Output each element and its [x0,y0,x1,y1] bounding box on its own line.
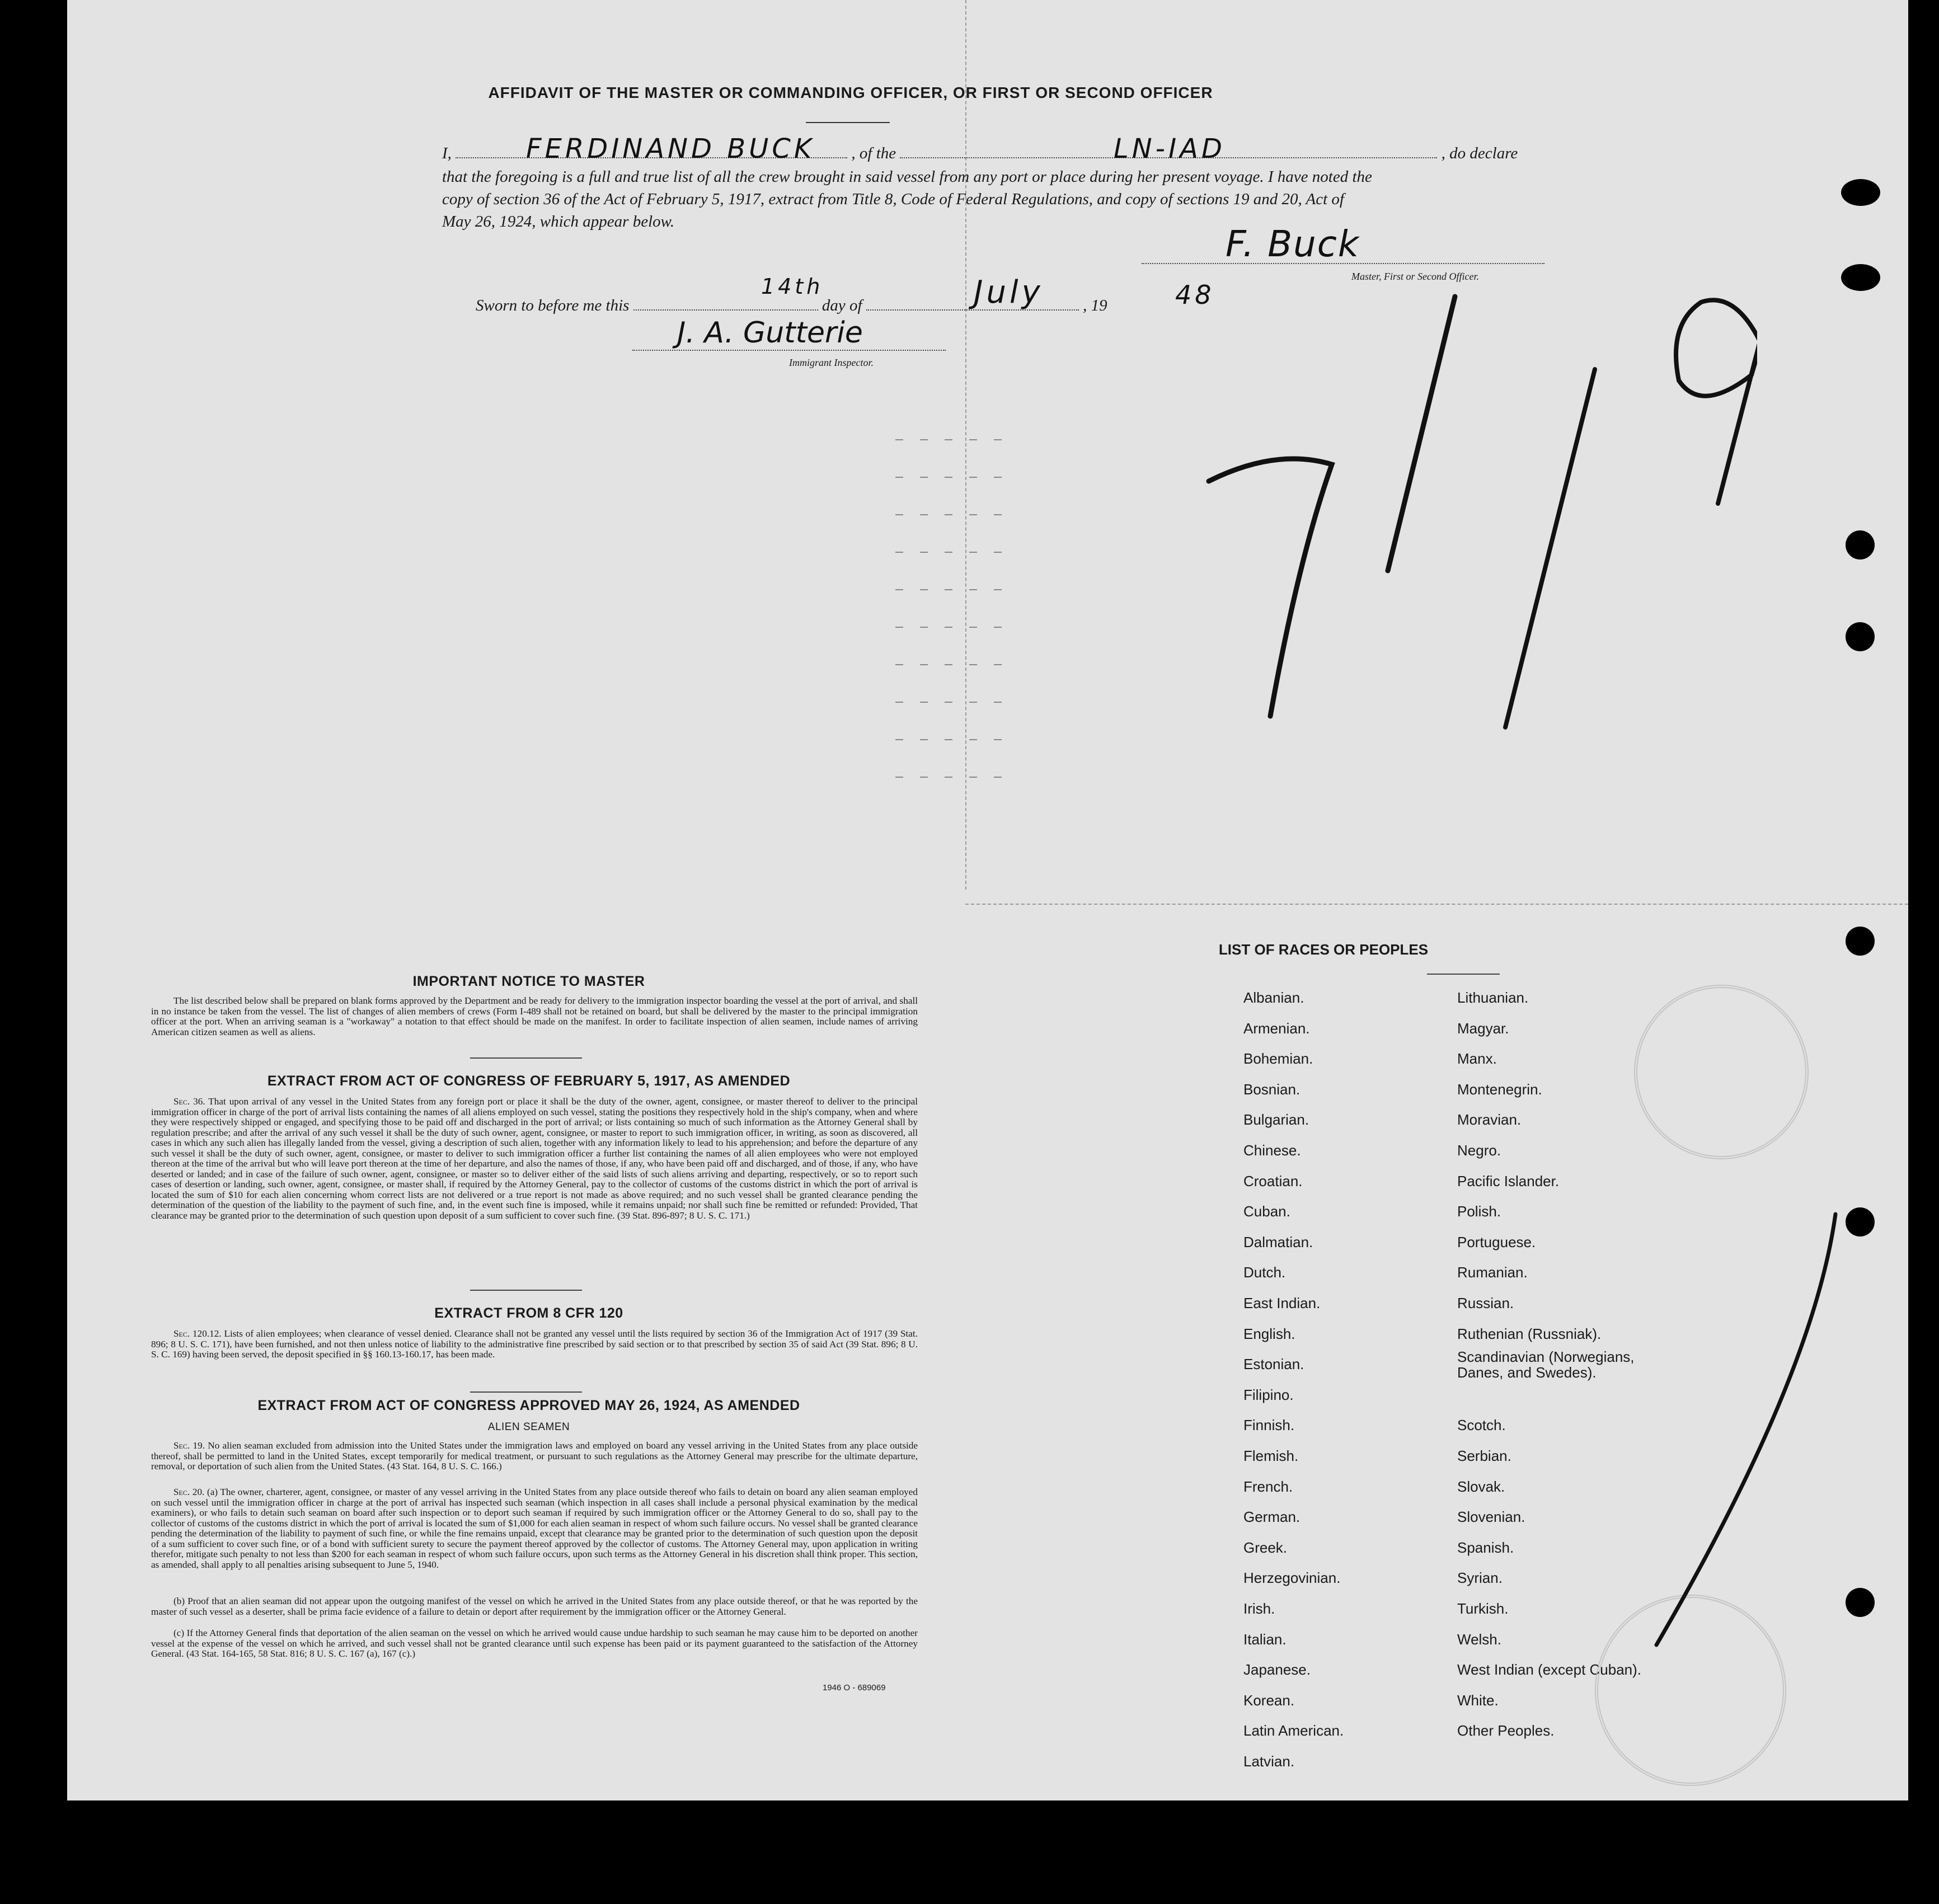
race-item: Serbian. [1457,1447,1511,1464]
column-tick [969,777,977,778]
race-item: Dutch. [1243,1264,1286,1281]
column-tick [994,439,1002,440]
column-tick [945,739,952,740]
column-tick [920,552,928,553]
do-declare-label: , do declare [1441,144,1518,162]
column-tick [994,477,1002,478]
race-item: German. [1243,1508,1301,1526]
race-item: Scandinavian (Norwegians, Danes, and Swedes). [1457,1348,1635,1381]
print-code: 1946 O - 689069 [823,1683,886,1693]
sec20c-text: (c) If the Attorney General finds that deportation of the alien seaman on the vessel on which he arrived would cause undue hardship to such seaman he may cause him to be deported on another vessel at the expense of the vessel on which he arrived, and such vessel shall not be granted clearance until such expense has been paid or its payment guaranteed to the satisfaction of the Attorney General. (43 Stat. 164-165, 58 Stat. 816; 8 U. S. C. 167 (a), 167 (c).) [151,1628,918,1659]
column-tick [920,439,928,440]
column-tick [994,702,1002,703]
race-item: Chinese. [1243,1142,1301,1159]
sec120-label: Sec. 120.12. [173,1328,222,1339]
column-tick [945,702,952,703]
column-tick [920,664,928,665]
punch-hole [1846,622,1875,651]
handwritten-stroke [1645,1209,1847,1656]
extract-1917-text [151,1097,918,1221]
race-item: Lithuanian. [1457,989,1529,1006]
race-item: Flemish. [1243,1447,1299,1464]
notice-heading: IMPORTANT NOTICE TO MASTER [412,974,645,989]
punch-hole [1841,264,1880,291]
race-item: Syrian. [1457,1569,1503,1587]
column-tick [945,627,952,628]
sec36-text: That upon arrival of any vessel in the United States from any foreign port or place it shall be the duty of the owner, agent, consignee, or master thereof to deliver to the principal immigration officer in charge of the port of arrival lists containing the names of all aliens employed on such vessel, stating the positions they respectively hold in the ship's company, when and where they were respectively shipped or engaged, and specifying those to be paid off and discharged in the port of arrival; or lists containing so much of such information as the Attorney General shall by regulation prescribe; and after the arrival of any such vessel it shall be the duty of such owner, agent, consignee, or master to report to such immigration officer, in writing, as soon as discovered, all cases in which any such alien has illegally landed from the vessel, giving a description of such alien, together with any information likely to lead to his apprehension; and before the departure of any such vessel it shall be the duty of such owner, agent, consignee, or master to deliver to such immigration officer a further list containing the names of all alien employees who were not employed thereon at the time of the arrival but who will leave port thereon at the time of her departure, and also the names of those, if any, who have been paid off and discharged, and of those, if any, who have deserted or landed; and in case of the failure of such owner, agent, consignee, or master so to deliver either of the said lists of such aliens arriving and departing, respectively, or so to report such cases of desertion or landing, such owner, agent, consignee, or master shall, if required by the Attorney General, pay to the collector of customs of the customs district in which the port of arrival is located the sum of $10 for each alien concerning whom correct lists are not delivered or a true report is not made as above required; and no such vessel shall be granted clearance pending the determination of the question of the liability to the payment of such fine, and, in the event such fine is imposed, while it remains unpaid; nor shall such fine be remitted or refunded: Provided, That clearance may be granted prior to the determination of such question upon deposit of a sum sufficient to cover such fine. (39 Stat. 896-897; 8 U. S. C. 171.) [151,1096,918,1221]
sec19-text [151,1441,918,1472]
race-item: Estonian. [1243,1356,1304,1373]
races-rule [1427,974,1500,975]
column-tick [920,514,928,515]
extract-1924-heading: EXTRACT FROM ACT OF CONGRESS APPROVED MAY 26, 1924, AS AMENDED [257,1398,800,1413]
race-item: Croatian. [1243,1172,1303,1190]
sec20a-body: (a) The owner, charterer, agent, consignee, or master of any vessel arriving in the United States from any place outside thereof who fails to detain on board any alien seaman employed on such vessel until the immigration officer in charge at the port of arrival has inspected such seaman (which inspection in all cases shall include a personal physical examination by the medical examiners), or who fails to detain such seaman on board after such inspection or to deport such seaman if required by such immigration officer or the Attorney General to do so, shall pay to the collector of customs of the customs district in which the port of arrival is located the sum of $1,000 for each alien seaman in respect of whom such failure occurs. No vessel shall be granted clearance pending the determination of the liability to payment of such fine, or while the fine remains unpaid, except that clearance may be granted prior to the determination of such question upon the deposit of a sum sufficient to cover such fine, or of a bond with sufficient surety to secure the payment thereof approved by the collector of customs. The Attorney General may, upon application in writing therefor, mitigate such penalty to not less than $200 for each seaman in respect of whom such failure occurs, upon such terms as the Attorney General in his discretion shall think proper. This section, as amended, shall apply to all penalties arising subsequent to June 5, 1940. [151,1487,918,1570]
sec19-label: Sec. 19. [173,1440,205,1451]
race-item: Latin American. [1243,1722,1344,1740]
fold-line-horizontal [965,904,1908,905]
column-tick [895,664,903,665]
column-tick [920,702,928,703]
year-prefix: , 19 [1083,297,1107,314]
column-tick [994,589,1002,590]
alien-seamen-subheading: ALIEN SEAMEN [487,1421,570,1433]
sworn-year-handwritten: 48 [1175,280,1215,310]
master-signature: F. Buck [1226,224,1360,265]
sec20b-text: (b) Proof that an alien seaman did not appear upon the outgoing manifest of the vessel on which he arrived in the United States from any place outside thereof, or that he was reported by the master of such vessel as a deserter, shall be prima facie evidence of a failure to detain or deport after requirement by the immigration officer or the Attorney General. [151,1596,918,1617]
race-item: Rumanian. [1457,1264,1528,1281]
race-item: Irish. [1243,1600,1275,1617]
month-blank [866,309,1079,311]
race-item: Moravian. [1457,1111,1522,1129]
title-rule [806,122,890,123]
race-item: Italian. [1243,1630,1287,1648]
extract-1917-rule [470,1290,582,1291]
race-item: East Indian. [1243,1295,1321,1311]
inspector-signature-line [632,350,946,351]
column-tick [895,702,903,703]
column-tick [969,702,977,703]
column-tick [895,777,903,778]
column-tick [920,627,928,628]
declaration-line-2: that the foregoing is a full and true list of all the crew brought in said vessel from any port or place during her present voyage. I have noted the [442,168,1372,186]
race-item: Russian. [1457,1295,1514,1311]
race-item: Dalmatian. [1243,1233,1313,1250]
column-tick [994,777,1002,778]
race-item: Magyar. [1457,1019,1509,1037]
race-item: Bosnian. [1243,1080,1301,1098]
races-heading: LIST OF RACES OR PEOPLES [1218,941,1429,958]
day-blank [633,309,818,311]
column-tick [895,589,903,590]
column-tick [920,777,928,778]
race-item: Greek. [1243,1539,1288,1556]
race-item: Finnish. [1243,1417,1295,1434]
column-tick [895,477,903,478]
race-item: Slovak. [1457,1478,1505,1495]
document-sheet [67,0,1908,1800]
master-name-handwritten: FERDINAND BUCK [526,133,815,164]
extract-cfr-text [151,1329,918,1360]
sec120-text: Lists of alien employees; when clearance of vessel denied. Clearance shall not be granted any vessel until the lists required by section 36 of the Immigration Act of 1917 (39 Stat. 896; 8 U. S. C. 171), have been furnished, and not then unless notice of liability to the administrative fine prescribed by said section or to that prescribed by section 35 of said Act (39 Stat. 896; 8 U. S. C. 169) having been served, the deposit specified in §§ 160.13-160.17, has been made. [151,1328,918,1360]
inspector-caption: Immigrant Inspector. [789,357,874,368]
race-item: Portuguese. [1457,1233,1536,1250]
race-item: Pacific Islander. [1457,1172,1560,1190]
column-tick [920,589,928,590]
column-tick [969,589,977,590]
race-item: Slovenian. [1457,1508,1525,1526]
punch-hole [1846,530,1875,560]
of-the-label: , of the [851,144,896,162]
race-item: Cuban. [1243,1203,1290,1220]
fold-line-vertical [965,0,966,890]
inspector-signature: J. A. Gutterie [677,316,863,350]
race-item: Latvian. [1243,1753,1295,1770]
handwritten-number-7-19 [1198,280,1757,783]
column-tick [895,514,903,515]
column-tick [945,477,952,478]
column-tick [895,627,903,628]
race-item: Armenian. [1243,1019,1310,1037]
sec20-label: Sec. 20. [173,1487,205,1497]
punch-hole [1841,179,1880,206]
notice-text: The list described below shall be prepared on blank forms approved by the Department and be ready for delivery to the immigration inspector boarding the vessel at the port of arrival, and shall in no instance be taken from the vessel. The list of changes of alien members of crews (Form I-489 shall not be retained on board, but shall be delivered by the master to the principal immigration officer at the port. When an arriving seaman is a "workaway" a notation to that effect should be made on the manifest. In order to facilitate inspection of alien seamen, include names of arriving American citizen seamen as well as aliens. [151,995,918,1037]
race-item: Manx. [1457,1050,1497,1068]
vessel-name-handwritten: LN-IAD [1114,133,1226,164]
race-item: West Indian (except Cuban). [1457,1661,1642,1679]
race-item: Scotch. [1457,1417,1506,1434]
race-item: Turkish. [1457,1600,1509,1617]
column-tick [945,664,952,665]
column-tick [994,627,1002,628]
race-item: Albanian. [1243,989,1304,1006]
declaration-line-3: copy of section 36 of the Act of February 5, 1917, extract from Title 8, Code of Federal Regulations, and copy of sections 19 and 20, Act of [442,190,1344,208]
column-tick [895,439,903,440]
column-tick [920,739,928,740]
race-item: Bulgarian. [1243,1111,1309,1129]
extract-1917-heading: EXTRACT FROM ACT OF CONGRESS OF FEBRUARY 5, 1917, AS AMENDED [267,1073,791,1089]
race-item: Japanese. [1243,1661,1311,1679]
column-tick [994,552,1002,553]
affidavit-title: AFFIDAVIT OF THE MASTER OR COMMANDING OFFICER, OR FIRST OR SECOND OFFICER [488,84,1213,101]
declaration-line-4: May 26, 1924, which appear below. [442,213,675,231]
column-tick [969,552,977,553]
extract-cfr-rule [470,1391,582,1393]
day-of-label: day of [821,297,862,314]
column-tick [994,739,1002,740]
race-item: Polish. [1457,1203,1501,1220]
race-item: Montenegrin. [1457,1080,1542,1098]
race-item: Korean. [1243,1691,1295,1709]
race-item: Negro. [1457,1142,1501,1159]
column-tick [994,514,1002,515]
race-item: White. [1457,1691,1499,1709]
column-tick [969,439,977,440]
sworn-day-handwritten: 14th [761,274,824,299]
column-tick [945,439,952,440]
race-item: French. [1243,1478,1293,1495]
punch-hole [1846,1207,1875,1237]
faint-stamp-seal [1634,985,1809,1159]
column-tick [895,552,903,553]
column-tick [945,514,952,515]
race-item: Herzegovinian. [1243,1569,1341,1587]
column-tick [945,777,952,778]
extract-cfr-heading: EXTRACT FROM 8 CFR 120 [434,1305,623,1321]
punch-hole [1846,1588,1875,1617]
notice-rule [470,1057,582,1059]
race-item: Spanish. [1457,1539,1514,1556]
column-tick [969,627,977,628]
i-label: I, [442,144,452,162]
race-item: Ruthenian (Russniak). [1457,1325,1602,1342]
column-tick [969,514,977,515]
race-item: Bohemian. [1243,1050,1313,1068]
sworn-month-handwritten: July [974,274,1044,311]
column-tick [969,477,977,478]
signature-caption: Master, First or Second Officer. [1351,271,1479,282]
race-item: Other Peoples. [1457,1722,1555,1740]
punch-hole [1846,927,1875,956]
column-tick [969,739,977,740]
sec36-label: Sec. 36. [173,1096,205,1107]
column-tick [945,552,952,553]
race-item: English. [1243,1325,1295,1342]
column-tick [994,664,1002,665]
race-item: Welsh. [1457,1630,1501,1648]
race-item: Filipino. [1243,1386,1294,1403]
sworn-label: Sworn to before me this [476,297,630,314]
sec20-text [151,1487,918,1570]
column-tick [895,739,903,740]
column-tick [920,477,928,478]
sec19-body: No alien seaman excluded from admission into the United States under the immigration laws and employed on board any vessel arriving in the United States from any place outside thereof, shall be permitted to land in the United States, except temporarily for medical treatment, or pursuant to such regulations as the Attorney General may prescribe for the ultimate departure, removal, or deportation of such alien from the United States. (43 Stat. 164, 8 U. S. C. 166.) [151,1440,918,1472]
column-tick [945,589,952,590]
column-tick [969,664,977,665]
